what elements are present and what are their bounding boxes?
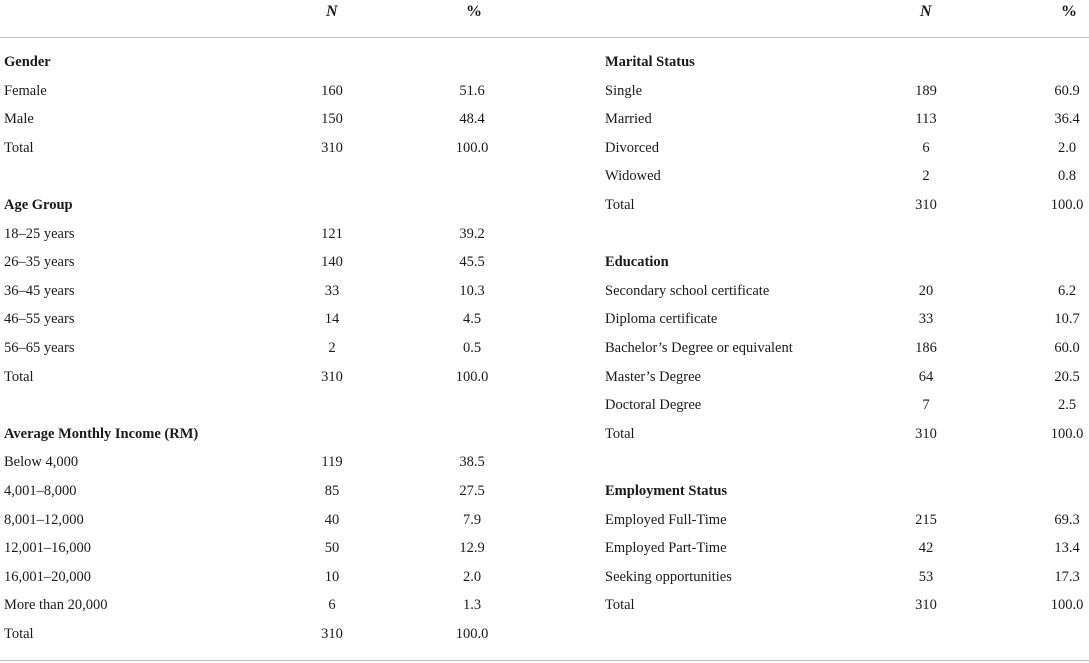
row-label: Total bbox=[4, 368, 34, 385]
row-n-value: 160 bbox=[321, 82, 343, 99]
row-label: 12,001–16,000 bbox=[4, 540, 91, 557]
bottom-rule bbox=[0, 660, 1089, 661]
row-n-value: 7 bbox=[922, 397, 930, 414]
row-label: Seeking opportunities bbox=[605, 568, 732, 585]
row-label: Employed Full-Time bbox=[605, 511, 727, 528]
header-pct-left: % bbox=[466, 3, 482, 20]
row-n-value: 310 bbox=[915, 197, 937, 213]
row-label: Doctoral Degree bbox=[605, 397, 702, 414]
row-label: More than 20,000 bbox=[4, 597, 108, 614]
row-pct-value: 2.0 bbox=[462, 568, 482, 585]
row-label: 18–25 years bbox=[4, 225, 75, 242]
header-pct-right: % bbox=[1061, 3, 1077, 20]
row-label: 16,001–20,000 bbox=[4, 568, 91, 585]
header-n-left: N bbox=[326, 3, 338, 20]
row-pct-value: 1.3 bbox=[462, 597, 482, 614]
section-title: Gender bbox=[4, 54, 51, 70]
row-pct-value: 20.5 bbox=[1054, 368, 1080, 385]
row-label: 8,001–12,000 bbox=[4, 511, 84, 528]
row-label: 4,001–8,000 bbox=[4, 483, 77, 499]
row-pct-value: 100.0 bbox=[455, 368, 489, 385]
row-label: Female bbox=[4, 82, 47, 99]
row-n-value: 33 bbox=[918, 311, 934, 328]
row-n-value: 150 bbox=[321, 111, 343, 128]
row-n-value: 64 bbox=[918, 368, 934, 385]
row-n-value: 10 bbox=[324, 568, 340, 585]
row-label: Total bbox=[605, 597, 635, 614]
row-pct-value: 6.2 bbox=[1057, 282, 1077, 299]
row-label: Below 4,000 bbox=[4, 454, 79, 471]
row-pct-value: 4.5 bbox=[462, 311, 482, 328]
row-pct-value: 7.9 bbox=[462, 511, 482, 528]
row-pct-value: 51.6 bbox=[459, 82, 485, 99]
row-n-value: 42 bbox=[918, 540, 934, 557]
row-n-value: 310 bbox=[915, 597, 937, 614]
row-n-value: 20 bbox=[918, 282, 934, 299]
row-pct-value: 17.3 bbox=[1054, 568, 1080, 585]
row-pct-value: 60.0 bbox=[1054, 340, 1080, 356]
row-pct-value: 69.3 bbox=[1054, 511, 1080, 528]
row-label: Male bbox=[4, 111, 34, 128]
row-pct-value: 100.0 bbox=[455, 139, 489, 156]
row-n-value: 14 bbox=[324, 311, 340, 328]
header-n-right: N bbox=[920, 3, 932, 20]
row-label: Widowed bbox=[605, 168, 661, 185]
row-pct-value: 0.5 bbox=[462, 340, 482, 356]
row-n-value: 6 bbox=[328, 597, 336, 614]
row-n-value: 50 bbox=[324, 540, 340, 557]
row-n-value: 310 bbox=[321, 139, 343, 156]
section-title: Average Monthly Income (RM) bbox=[4, 425, 199, 442]
section-title: Age Group bbox=[4, 197, 73, 213]
row-pct-value: 38.5 bbox=[459, 454, 485, 471]
row-label: Total bbox=[605, 425, 635, 442]
row-n-value: 85 bbox=[324, 483, 340, 499]
row-pct-value: 0.8 bbox=[1057, 168, 1077, 185]
row-n-value: 310 bbox=[321, 368, 343, 385]
header-rule bbox=[0, 37, 1089, 38]
row-n-value: 33 bbox=[324, 282, 340, 299]
row-label: Total bbox=[605, 197, 635, 213]
row-label: 46–55 years bbox=[4, 311, 75, 328]
row-n-value: 121 bbox=[321, 225, 343, 242]
row-label: 26–35 years bbox=[4, 254, 75, 271]
row-pct-value: 2.5 bbox=[1057, 397, 1077, 414]
row-n-value: 140 bbox=[321, 254, 343, 271]
row-label: 36–45 years bbox=[4, 282, 75, 299]
row-n-value: 6 bbox=[922, 139, 930, 156]
row-n-value: 40 bbox=[324, 511, 340, 528]
row-pct-value: 48.4 bbox=[459, 111, 485, 128]
section-title: Employment Status bbox=[605, 483, 728, 499]
row-n-value: 53 bbox=[918, 568, 934, 585]
row-label: Master’s Degree bbox=[605, 368, 701, 385]
row-pct-value: 10.7 bbox=[1054, 311, 1080, 328]
row-label: Secondary school certificate bbox=[605, 282, 770, 299]
row-pct-value: 100.0 bbox=[1050, 597, 1084, 614]
section-title: Marital Status bbox=[605, 54, 695, 70]
row-label: Employed Part-Time bbox=[605, 540, 727, 557]
row-label: 56–65 years bbox=[4, 340, 75, 356]
row-label: Married bbox=[605, 111, 652, 128]
row-n-value: 2 bbox=[922, 168, 930, 185]
row-n-value: 310 bbox=[321, 626, 343, 642]
row-pct-value: 2.0 bbox=[1057, 139, 1077, 156]
row-n-value: 189 bbox=[915, 82, 937, 99]
row-n-value: 186 bbox=[915, 340, 937, 356]
row-pct-value: 12.9 bbox=[459, 540, 485, 557]
row-pct-value: 27.5 bbox=[459, 483, 485, 499]
row-pct-value: 36.4 bbox=[1054, 111, 1080, 128]
row-pct-value: 10.3 bbox=[459, 282, 485, 299]
row-label: Bachelor’s Degree or equivalent bbox=[605, 340, 793, 356]
row-label: Diploma certificate bbox=[605, 311, 718, 328]
row-label: Divorced bbox=[605, 139, 659, 156]
row-pct-value: 45.5 bbox=[459, 254, 485, 271]
row-n-value: 113 bbox=[915, 111, 937, 128]
row-pct-value: 100.0 bbox=[1050, 197, 1084, 213]
row-n-value: 310 bbox=[915, 425, 937, 442]
row-n-value: 215 bbox=[915, 511, 937, 528]
row-label: Total bbox=[4, 139, 34, 156]
row-pct-value: 100.0 bbox=[1050, 425, 1084, 442]
row-pct-value: 13.4 bbox=[1054, 540, 1080, 557]
row-n-value: 119 bbox=[321, 454, 343, 471]
row-label: Total bbox=[4, 626, 34, 642]
row-n-value: 2 bbox=[328, 340, 336, 356]
row-label: Single bbox=[605, 82, 643, 99]
row-pct-value: 100.0 bbox=[455, 626, 489, 642]
row-pct-value: 60.9 bbox=[1054, 82, 1080, 99]
row-pct-value: 39.2 bbox=[459, 225, 485, 242]
section-title: Education bbox=[605, 254, 669, 271]
